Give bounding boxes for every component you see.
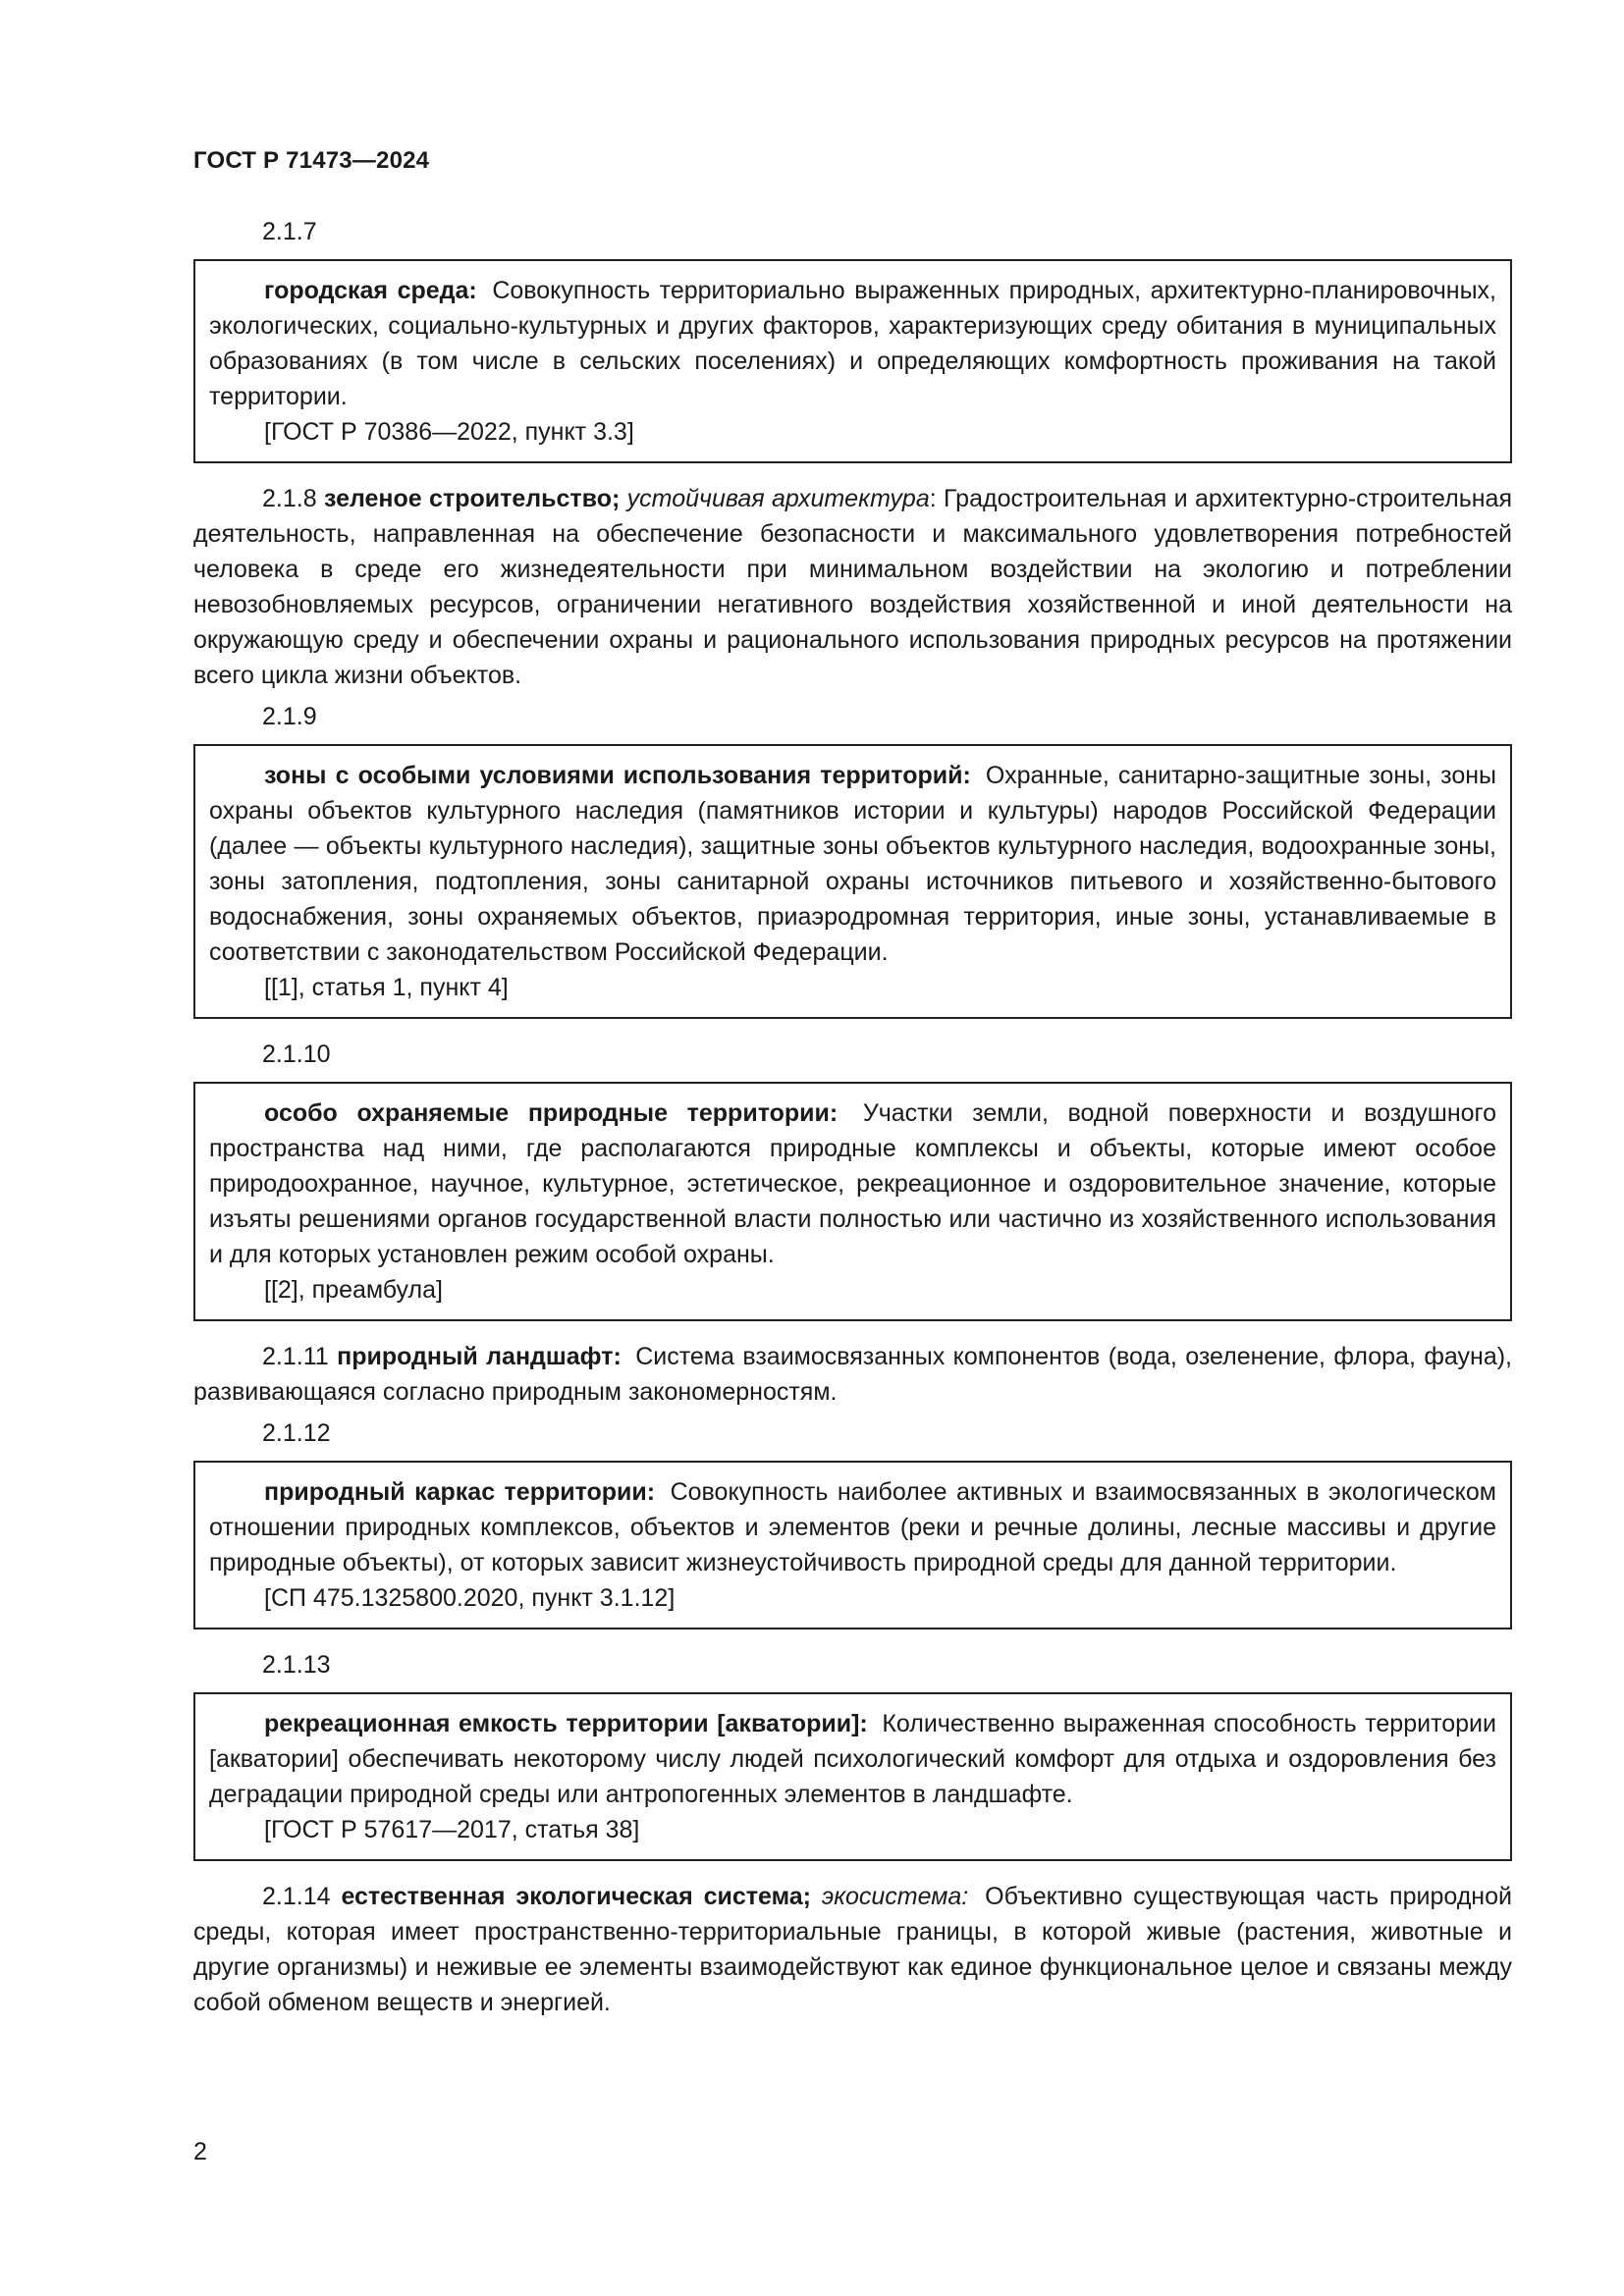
document-page — [193, 147, 1512, 2020]
definition-text: Совокупность территориально выраженных природных, архитектурно-планировочных, экологических, социально-культурных и других факторов, характеризующих среду обитания в муниципальных образованиях (в том числе в сельских поселениях) и определяющих комфортность проживания на такой территории. — [209, 277, 1496, 410]
definition-paragraph — [193, 1879, 1512, 2020]
alt-term: экосистема: — [821, 1883, 969, 1910]
source-reference: [[2], преамбула] — [264, 1276, 443, 1304]
definition-text: : Градостроительная и архитектурно-строительная деятельность, направленная на обеспечение безопасности и максимального удовлетворения потребностей человека в среде его жизнедеятельности при минимальном воздействии на экологию и потреблении невозобновляемых ресурсов, ограничении негативного воздействия хозяйственной и иной деятельности на окружающую среду и обеспечении охраны и рационального использования природных ресурсов на протяжении всего цикла жизни объектов. — [193, 485, 1512, 689]
source-reference: [СП 475.1325800.2020, пункт 3.1.12] — [264, 1584, 676, 1612]
entry-number: 2.1.10 — [262, 1041, 331, 1068]
definition-text: Участки земли, водной поверхности и воздушного пространства над ними, где располагаются природные комплексы и объекты, которые имеют особое природоохранное, научное, культурное, эстетическое, рекреационное и оздоровительное значение, которые изъяты решениями органов государственной власти полностью или частично из хозяйственного использования и для которых установлен режим особой охраны. — [209, 1099, 1496, 1268]
definition — [209, 273, 1496, 414]
entry-number: 2.1.14 — [262, 1883, 331, 1910]
definition — [209, 1474, 1496, 1580]
definition-paragraph — [193, 481, 1512, 693]
source-reference: [ГОСТ Р 70386—2022, пункт 3.3] — [264, 418, 634, 446]
entry-number: 2.1.8 — [262, 485, 317, 512]
definition-text: Совокупность наиболее активных и взаимосвязанных в экологическом отношении природных комплексов, объектов и элементов (реки и речные долины, лесные массивы и другие природные объекты), от которых зависит жизнеустойчивость природной среды для данной территории. — [209, 1478, 1496, 1576]
term-box — [193, 259, 1512, 463]
document-header: ГОСТ Р 71473—2024 — [193, 147, 430, 174]
definition — [209, 1095, 1496, 1272]
definition-text: Количественно выраженная способность территории [акватории] обеспечивать некоторому числу людей психологический комфорт для отдыха и оздоровления без деградации природной среды или антропогенных элементов в ландшафте. — [209, 1710, 1496, 1808]
term: естественная экологическая система; — [341, 1883, 811, 1910]
term: городская среда: — [264, 277, 477, 304]
entry-number: 2.1.11 — [262, 1343, 329, 1370]
term: зеленое строительство; — [323, 485, 621, 512]
term: рекреационная емкость территории [акватории]: — [264, 1710, 868, 1737]
entry-number: 2.1.13 — [262, 1651, 331, 1679]
term-box — [193, 1692, 1512, 1861]
definition — [209, 758, 1496, 970]
entry-number: 2.1.7 — [262, 218, 317, 245]
term: природный ландшафт: — [337, 1343, 622, 1370]
definition-text: Система взаимосвязанных компонентов (вода, озеленение, флора, фауна), развивающаяся согласно природным закономерностям. — [193, 1343, 1513, 1406]
entry-number: 2.1.9 — [262, 703, 317, 730]
alt-term: устойчивая архитектура — [626, 485, 930, 512]
definition — [209, 1706, 1496, 1812]
term: особо охраняемые природные территории: — [264, 1099, 839, 1127]
term-box — [193, 1461, 1512, 1629]
term: природный каркас территории: — [264, 1478, 656, 1506]
definition-paragraph — [193, 1339, 1512, 1410]
definition-text: Охранные, санитарно-защитные зоны, зоны охраны объектов культурного наследия (памятников истории и культуры) народов Российской Федерации (далее — объекты культурного наследия), защитные зоны объектов культурного наследия, водоохранные зоны, зоны затопления, подтопления, зоны санитарной охраны источников питьевого и хозяйственно-бытового водоснабжения, зоны охраняемых объектов, приаэродромная территория, иные зоны, устанавливаемые в соответствии с законодательством Российской Федерации. — [209, 762, 1497, 966]
source-reference: [ГОСТ Р 57617—2017, статья 38] — [264, 1816, 640, 1843]
entry-number: 2.1.12 — [262, 1419, 331, 1447]
page-number: 2 — [193, 2138, 207, 2165]
term-box — [193, 744, 1512, 1019]
definition-text: Объективно существующая часть природной среды, которая имеет пространственно-территориальные границы, в которой живые (растения, животные и другие организмы) и неживые ее элементы взаимодействуют как единое функциональное целое и связаны между собой обменом веществ и энергией. — [193, 1883, 1512, 2016]
term-box — [193, 1082, 1512, 1321]
term: зоны с особыми условиями использования территорий: — [264, 762, 971, 789]
source-reference: [[1], статья 1, пункт 4] — [264, 974, 509, 1001]
